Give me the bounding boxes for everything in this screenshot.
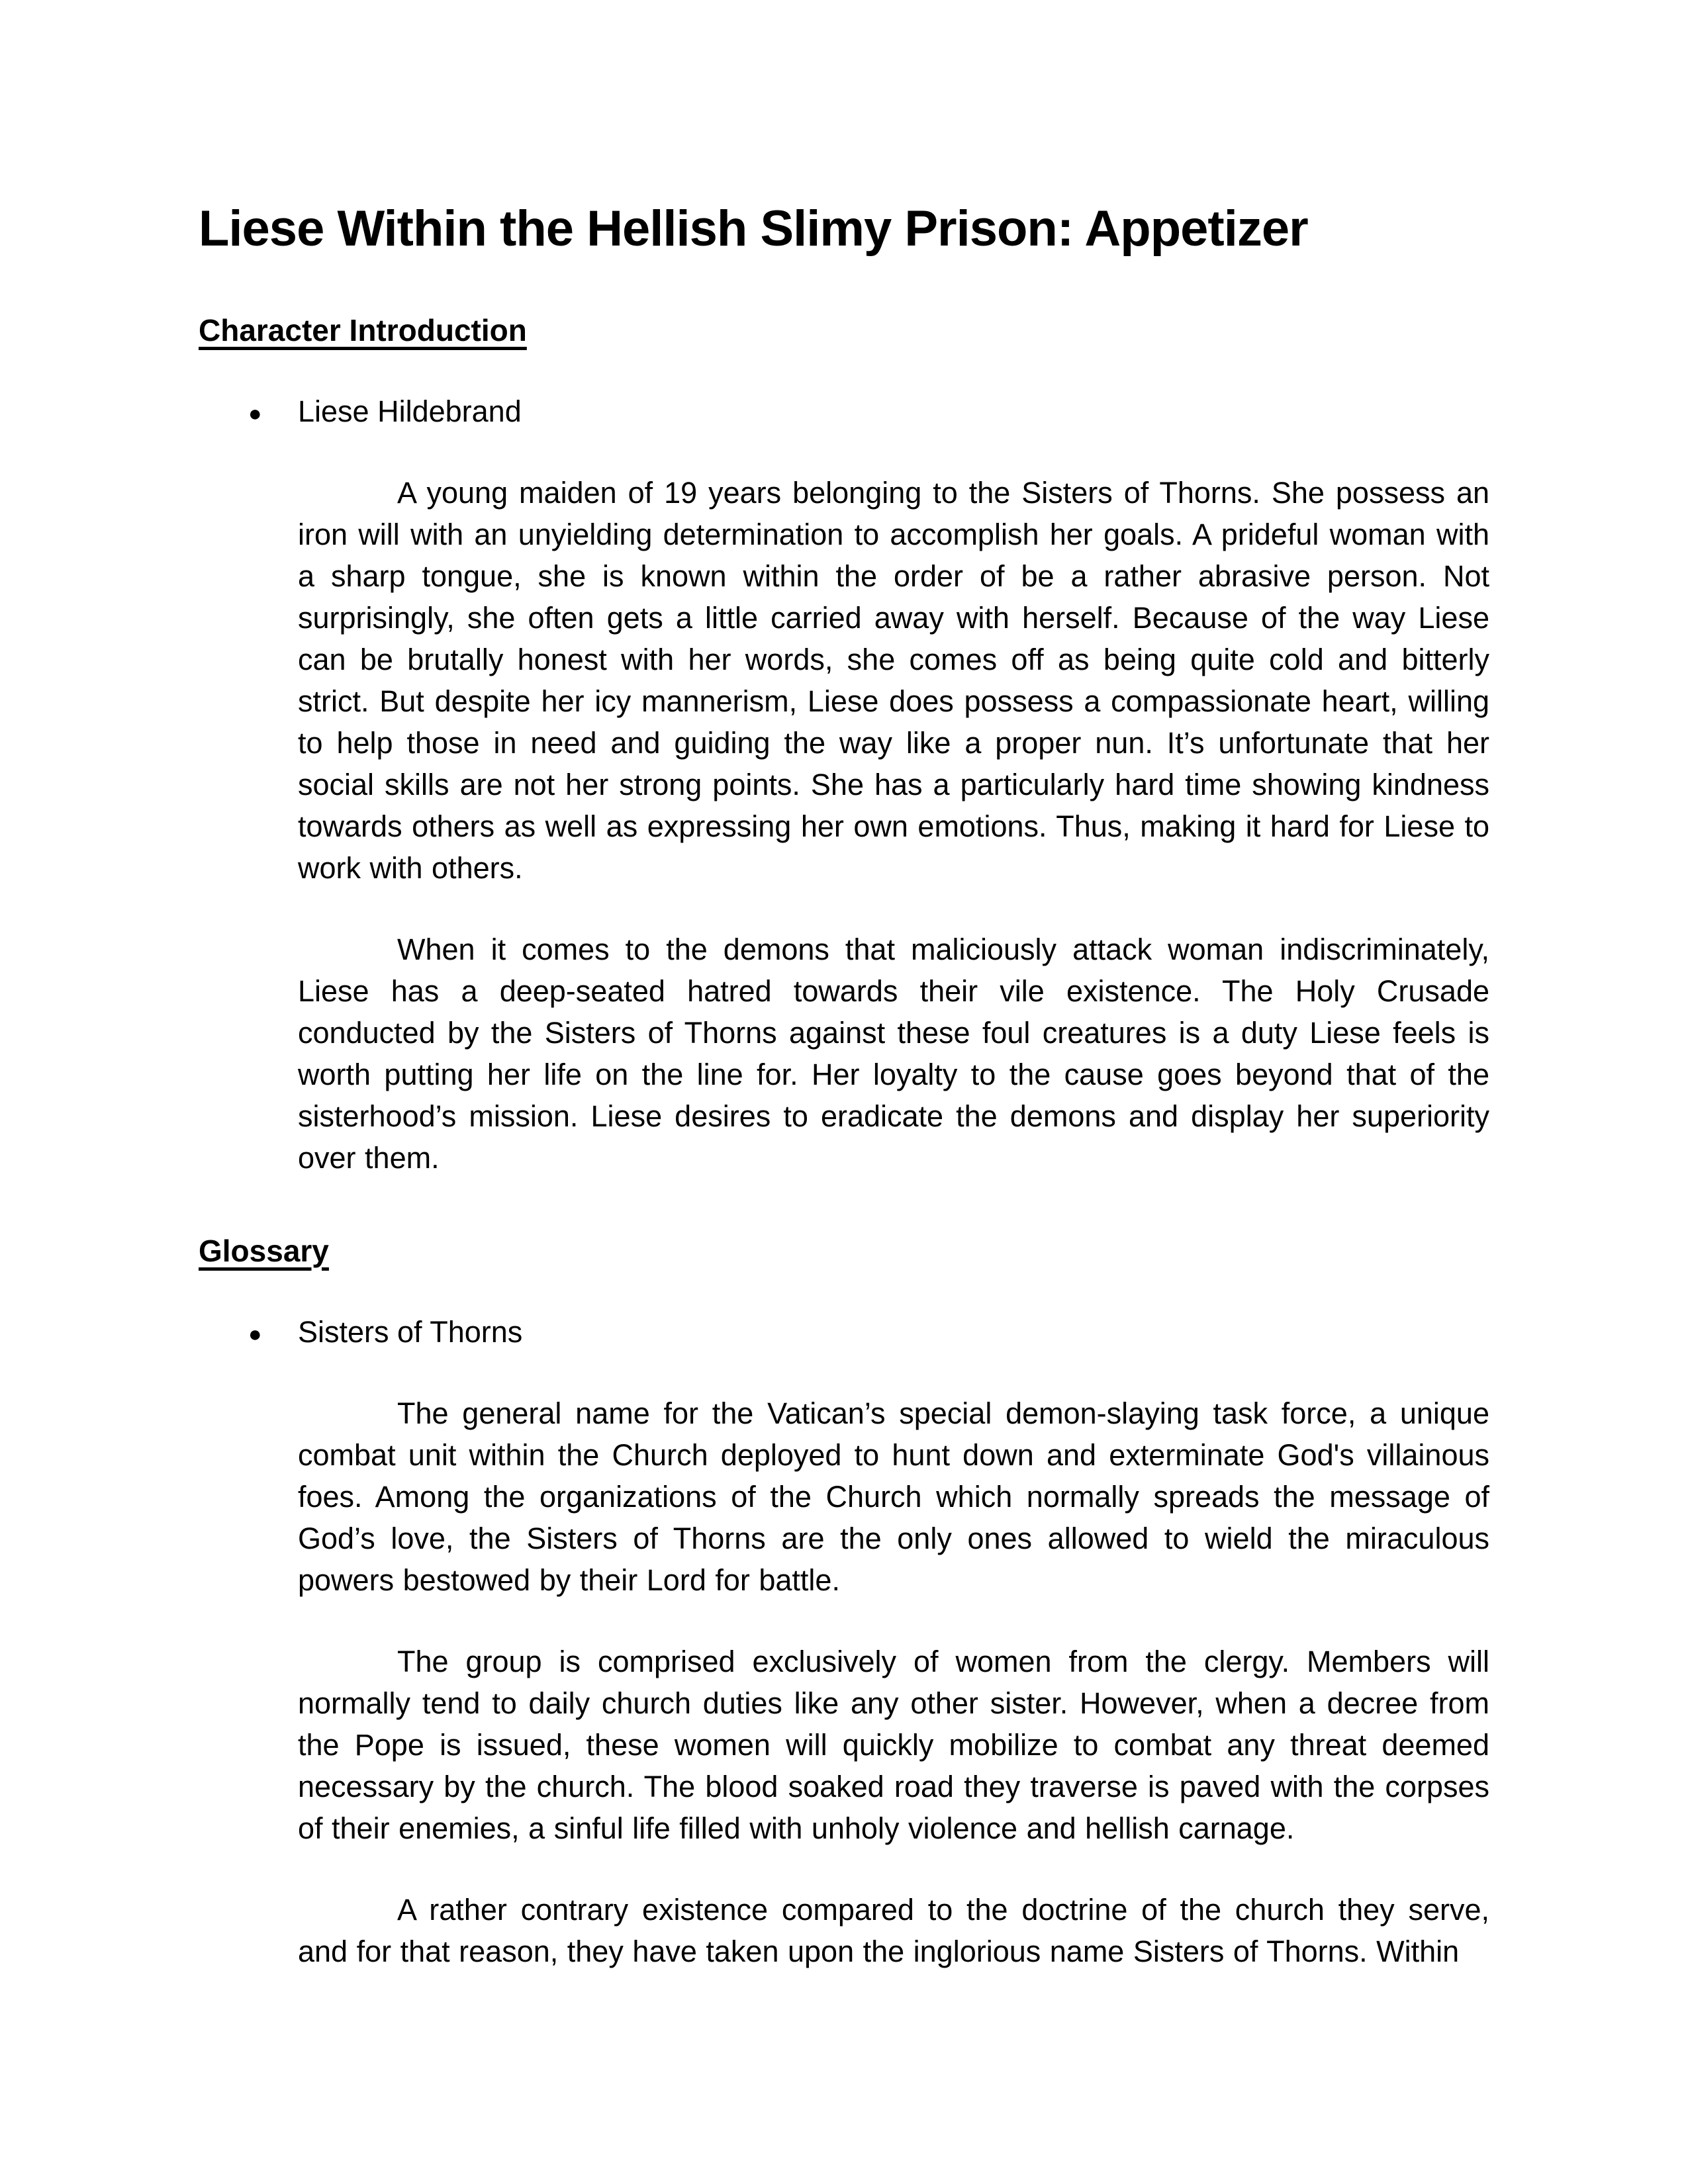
list-item-sisters-of-thorns — [248, 1311, 1489, 1353]
bullet-icon: ● — [248, 1322, 262, 1347]
list-item-liese-hildebrand — [248, 390, 1489, 432]
paragraph-liese-personality: A young maiden of 19 years belonging to the Sisters of Thorns. She possess an iron will with an unyielding determination to accomplish her goals. A prideful woman with a sharp tongue, she is known within the order of be a rather abrasive person. Not surprisingly, she often gets a little carried away with herself. Because of the way Liese can be brutally honest with her words, she comes off as being quite cold and bitterly strict. But despite her icy mannerism, Liese does possess a compassionate heart, willing to help those in need and guiding the way like a proper nun. It’s unfortunate that her social skills are not her strong points. She has a particularly hard time showing kindness towards others as well as expressing her own emotions. Thus, making it hard for Liese to work with others. — [298, 476, 1489, 885]
section-heading-glossary: Glossary — [199, 1234, 329, 1268]
bullet-icon: ● — [248, 401, 262, 426]
document-title: Liese Within the Hellish Slimy Prison: Appetizer — [199, 201, 1308, 257]
list-item-label: Liese Hildebrand — [298, 394, 522, 428]
paragraph-sisters-of-thorns-name-origin: A rather contrary existence compared to the doctrine of the church they serve, and for that reason, they have taken upon the inglorious name Sisters of Thorns. Within — [298, 1893, 1489, 1968]
paragraph-sisters-of-thorns-membership: The group is comprised exclusively of women from the clergy. Members will normally tend to daily church duties like any other sister. However, when a decree from the Pope is issued, these women will quickly mobilize to combat any threat deemed necessary by the church. The blood soaked road they traverse is paved with the corpses of their enemies, a sinful life filled with unholy violence and hellish carnage. — [298, 1645, 1489, 1845]
list-item-label: Sisters of Thorns — [298, 1315, 523, 1349]
paragraph-liese-hatred-of-demons: When it comes to the demons that maliciously attack woman indiscriminately, Liese has a deep-seated hatred towards their vile existence. The Holy Crusade conducted by the Sisters of Thorns against these foul creatures is a duty Liese feels is worth putting her life on the line for. Her loyalty to the cause goes beyond that of the sisterhood’s mission. Liese desires to eradicate the demons and display her superiority over them. — [298, 933, 1489, 1175]
section-heading-character-introduction: Character Introduction — [199, 313, 527, 347]
paragraph-sisters-of-thorns-definition: The general name for the Vatican’s special demon-slaying task force, a unique combat unit within the Church deployed to hunt down and exterminate God's villainous foes. Among the organizations of the Church which normally spreads the message of God’s love, the Sisters of Thorns are the only ones allowed to wield the miraculous powers bestowed by their Lord for battle. — [298, 1396, 1489, 1597]
